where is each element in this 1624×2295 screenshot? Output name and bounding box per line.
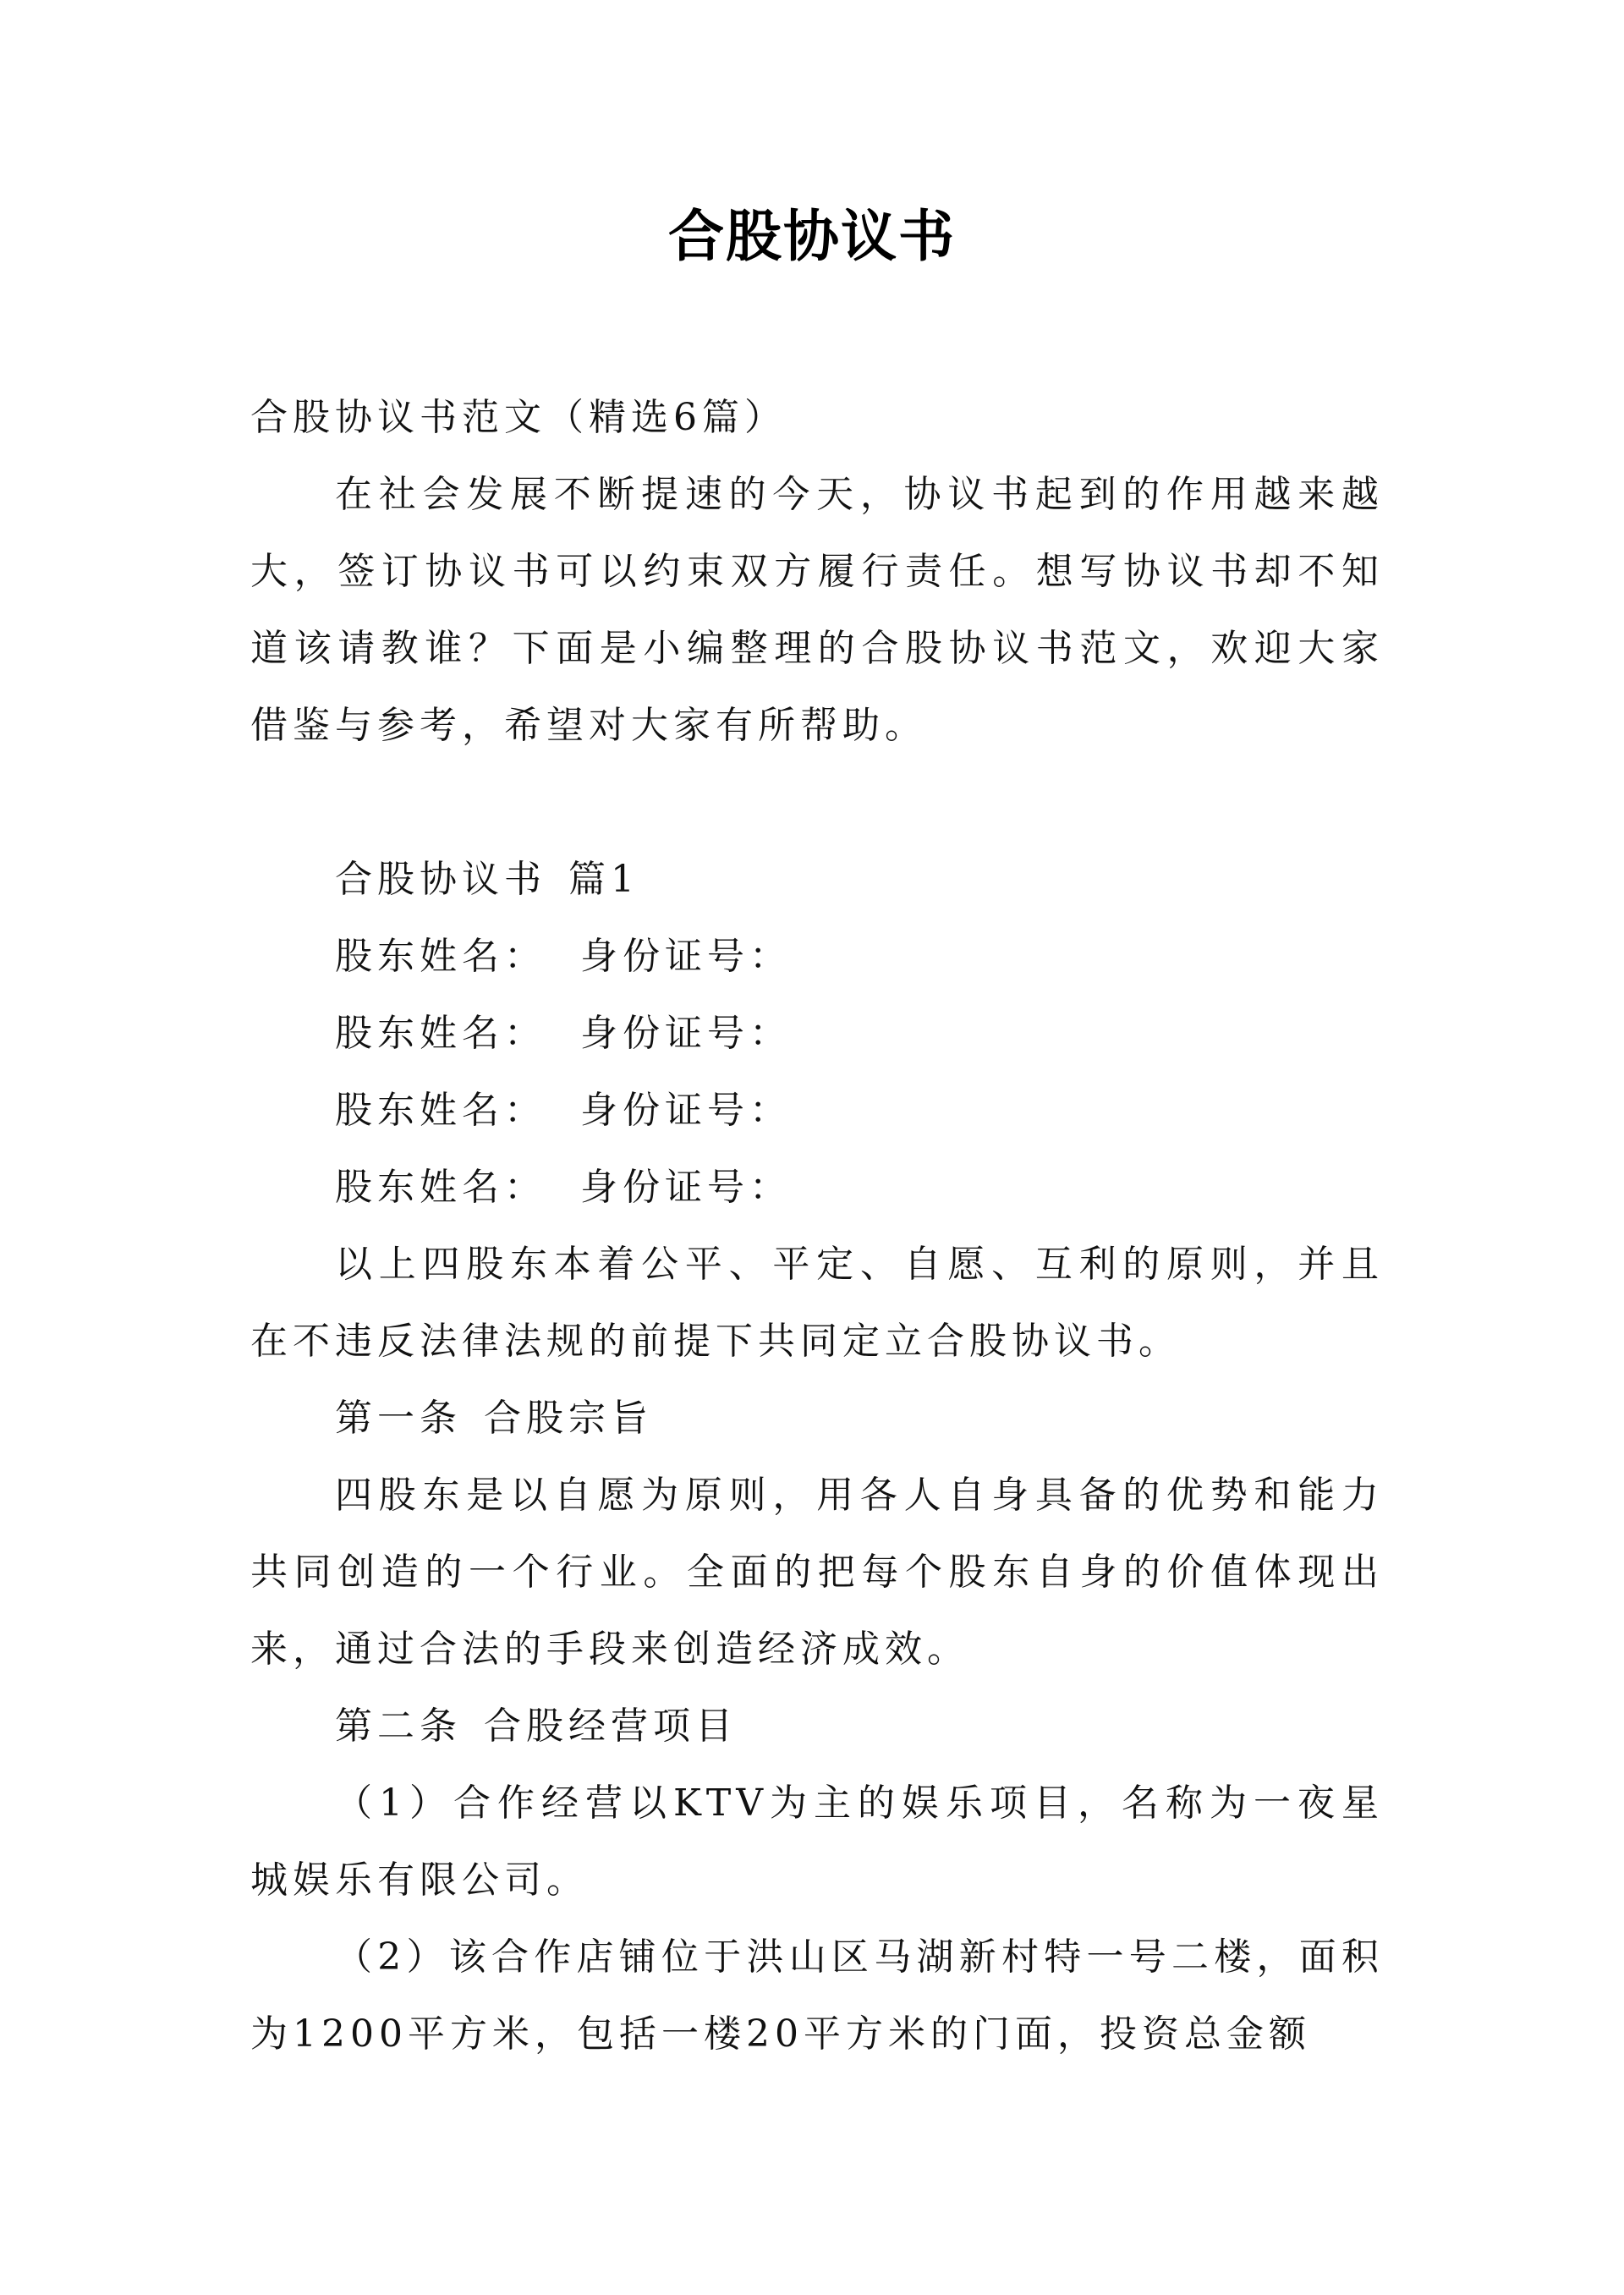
- shareholder-id-label: 身份证号：: [580, 1089, 792, 1132]
- paragraph-gap: [250, 764, 1384, 841]
- preamble-paragraph: 以上四股东本着公平、平定、自愿、互利的原则，并且在不违反法律法规的前提下共同定立合股协议书。: [250, 1243, 1384, 1363]
- article-number: 第一条: [335, 1397, 462, 1440]
- shareholder-name-label: 股东姓名：: [335, 1089, 546, 1132]
- intro-paragraph: 在社会发展不断提速的今天，协议书起到的作用越来越大，签订协议书可以约束双方履行责任。想写协议书却不知道该请教谁？下面是小编整理的合股协议书范文，欢迎大家借鉴与参考，希望对大家有所帮助。: [250, 473, 1384, 747]
- shareholder-id-label: 身份证号：: [580, 935, 792, 978]
- shareholder-id-label: 身份证号：: [580, 1012, 792, 1055]
- document-title: 合股协议书: [668, 204, 956, 269]
- section-heading-text: 合股协议书: [335, 858, 546, 901]
- article-number: 第二条: [335, 1705, 462, 1748]
- article-heading: [250, 1688, 1384, 1765]
- shareholder-name-label: 股东姓名：: [335, 1012, 546, 1055]
- section-number: 篇1: [568, 858, 639, 901]
- shareholder-id-label: 身份证号：: [580, 1166, 792, 1209]
- shareholder-name-label: 股东姓名：: [335, 935, 546, 978]
- shareholder-line: [250, 1149, 1384, 1226]
- shareholder-name-label: 股东姓名：: [335, 1166, 546, 1209]
- shareholder-line: [250, 1072, 1384, 1149]
- article-item: （2）该合作店铺位于洪山区马湖新村特一号二楼，面积为1200平方米，包括一楼20平方米的门面，投资总金额: [250, 1935, 1384, 2056]
- article-paragraph: 四股东是以自愿为原则，用各人自身具备的优势和能力共同创造的一个行业。全面的把每个股东自身的价值体现出来，通过合法的手段来创造经济成效。: [250, 1474, 1384, 1671]
- section-heading: [250, 841, 1384, 918]
- document-body: [250, 379, 1384, 2073]
- shareholder-line: [250, 918, 1384, 995]
- article-item: （1）合作经营以KTV为主的娱乐项目，名称为一夜星城娱乐有限公司。: [250, 1782, 1384, 1902]
- article-title: 合股宗旨: [484, 1397, 653, 1440]
- document-subtitle: 合股协议书范文（精选6篇）: [250, 396, 787, 439]
- article-title: 合股经营项目: [484, 1705, 738, 1748]
- article-heading: [250, 1380, 1384, 1457]
- shareholder-line: [250, 995, 1384, 1072]
